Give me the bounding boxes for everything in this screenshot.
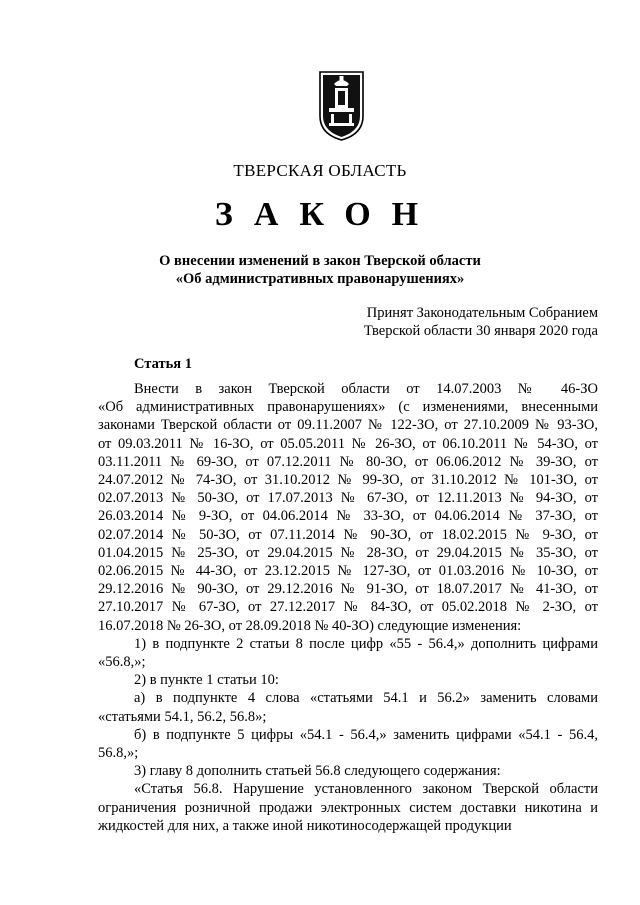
text-line: «Об административных правонарушениях» (с изменениями, внесенными [98, 399, 598, 416]
law-title-line: «Об административных правонарушениях» [175, 271, 465, 287]
text-line: жидкостей для них, а также иной никотиносодержащей продукции [98, 817, 512, 834]
region-name: ТВЕРСКАЯ ОБЛАСТЬ [233, 161, 407, 180]
text-line: «Статья 56.8. Нарушение установленного законом Тверской области [134, 781, 598, 798]
text-line: законами Тверской области от 09.11.2007 № 122-ЗО, от 27.10.2009 № 93-ЗО, [98, 417, 598, 434]
text-line: 02.07.2013 № 50-ЗО, от 17.07.2013 № 67-ЗО, от 12.11.2013 № 94-ЗО, от [98, 490, 598, 507]
adoption-line: Принят Законодательным Собранием [366, 305, 598, 321]
text-line: 29.12.2016 № 90-ЗО, от 29.12.2016 № 91-ЗО, от 18.07.2017 № 41-ЗО, от [98, 581, 598, 598]
text-line: от 09.03.2011 № 16-ЗО, от 05.05.2011 № 26-ЗО, от 06.10.2011 № 54-ЗО, от [98, 435, 598, 452]
text-line: 26.03.2014 № 9-ЗО, от 04.06.2014 № 33-ЗО, от 04.06.2014 № 37-ЗО, от [98, 508, 598, 525]
text-line: 3) главу 8 дополнить статьей 56.8 следующего содержания: [134, 763, 501, 780]
text-line: 2) в пункте 1 статьи 10: [134, 672, 279, 689]
law-title [0, 252, 640, 288]
text-line: б) в подпункте 5 цифры «54.1 - 56.4,» заменить цифрами «54.1 - 56.4, [134, 726, 598, 743]
text-line: а) в подпункте 4 слова «статьями 54.1 и 56.2» заменить словами [134, 690, 598, 707]
article-body [98, 380, 598, 835]
text-line: 24.07.2012 № 74-ЗО, от 31.10.2012 № 99-ЗО, от 31.10.2012 № 101-ЗО, от [98, 472, 598, 489]
text-line: «статьями 54.1, 56.2, 56.8»; [98, 708, 267, 725]
law-title-line: О внесении изменений в закон Тверской области [159, 253, 481, 269]
text-line: 02.06.2015 № 44-ЗО, от 23.12.2015 № 127-ЗО, от 01.03.2016 № 10-ЗО, от [98, 563, 598, 580]
adoption-note [364, 304, 598, 340]
text-line: ограничения розничной продажи электронных систем доставки никотина и [98, 799, 598, 816]
document-type: ЗАКОН [214, 196, 440, 233]
adoption-line: Тверской области 30 января 2020 года [363, 323, 598, 339]
text-line: «56.8,»; [98, 654, 146, 671]
text-line: 1) в подпункте 2 статьи 8 после цифр «55 - 56.4,» дополнить цифрами [134, 635, 598, 652]
text-line: 02.07.2014 № 50-ЗО, от 07.11.2014 № 90-ЗО, от 18.02.2015 № 9-ЗО, от [98, 526, 598, 543]
article-heading: Статья 1 [134, 356, 192, 372]
text-line: 16.07.2018 № 26-ЗО, от 28.09.2018 № 40-ЗО) следующие изменения: [98, 617, 522, 634]
text-line: Внести в закон Тверской области от 14.07.2003 № 46-ЗО [134, 381, 598, 397]
text-line: 03.11.2011 № 69-ЗО, от 07.12.2011 № 80-ЗО, от 06.06.2012 № 39-ЗО, от [98, 453, 598, 470]
coat-of-arms-emblem [318, 70, 365, 142]
text-line: 01.04.2015 № 25-ЗО, от 29.04.2015 № 28-ЗО, от 29.04.2015 № 35-ЗО, от [98, 544, 598, 561]
text-line: 27.10.2017 № 67-ЗО, от 27.12.2017 № 84-ЗО, от 05.02.2018 № 2-ЗО, от [98, 599, 598, 616]
text-line: 56.8,»; [98, 745, 139, 762]
